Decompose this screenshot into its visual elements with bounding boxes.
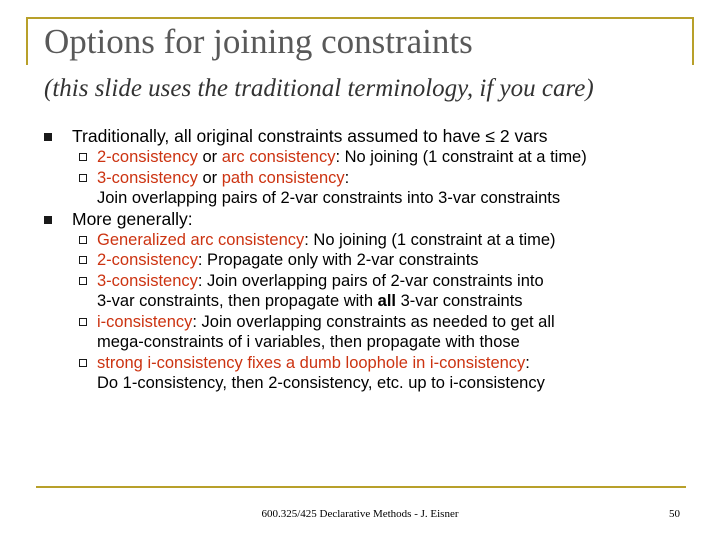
hollow-square-bullet-icon — [79, 359, 87, 367]
title-frame-right — [692, 17, 694, 65]
footer-credit: 600.325/425 Declarative Methods - J. Eisner — [261, 508, 459, 520]
highlight-term: arc consistency — [221, 148, 336, 166]
sub-text: 3-var constraints — [396, 292, 523, 310]
title-frame-left — [26, 17, 28, 65]
bullet-traditionally — [44, 126, 704, 147]
highlight-term: 3-consistency — [97, 271, 198, 290]
sub-text: 3-var constraints, then propagate with — [97, 292, 378, 310]
square-bullet-icon — [44, 216, 52, 224]
slide-title: Options for joining constraints — [44, 22, 473, 61]
bullet-text: More generally: — [72, 208, 193, 229]
title-frame-top — [26, 17, 694, 19]
sub-text: : No joining (1 constraint at a time) — [335, 148, 587, 166]
slide-subtitle: (this slide uses the traditional terminology, if you care) — [44, 75, 594, 102]
hollow-square-bullet-icon — [79, 277, 87, 285]
sub-text: : Join overlapping constraints as needed to get all — [192, 312, 555, 331]
highlight-term: i-consistency — [97, 312, 193, 331]
sub-text: : — [525, 353, 530, 372]
sub-bullet — [44, 312, 704, 333]
bullet-more-generally — [44, 209, 704, 230]
sub-bullet — [44, 353, 704, 374]
hollow-square-bullet-icon — [79, 236, 87, 244]
sub-bullet-continuation: mega-constraints of i variables, then propagate with those — [97, 333, 520, 351]
sub-bullet — [44, 168, 704, 189]
sub-text: : Join overlapping pairs of 2-var constraints into — [197, 271, 544, 290]
footer-rule — [36, 486, 686, 488]
sub-bullet-continuation: Do 1-consistency, then 2-consistency, etc. up to i-consistency — [97, 374, 545, 392]
hollow-square-bullet-icon — [79, 318, 87, 326]
sub-bullet — [44, 230, 704, 251]
sub-text: or — [197, 148, 222, 166]
highlight-term: path consistency — [221, 168, 345, 187]
sub-bullet-continuation — [44, 291, 704, 312]
sub-bullet — [44, 250, 704, 271]
sub-text: : Propagate only with 2-var constraints — [197, 251, 479, 269]
sub-text: or — [197, 168, 222, 187]
sub-bullet — [44, 147, 704, 168]
hollow-square-bullet-icon — [79, 153, 87, 161]
highlight-term: Generalized arc consistency — [97, 230, 305, 249]
highlight-term: 3-consistency — [97, 168, 198, 187]
hollow-square-bullet-icon — [79, 256, 87, 264]
sub-text: : No joining (1 constraint at a time) — [304, 230, 556, 249]
sub-bullet — [44, 271, 704, 292]
highlight-term: 2-consistency — [97, 148, 198, 166]
hollow-square-bullet-icon — [79, 174, 87, 182]
sub-text: : — [344, 168, 350, 187]
slide-body — [44, 126, 704, 394]
bullet-text: Traditionally, all original constraints assumed to have ≤ 2 vars — [72, 126, 548, 146]
highlight-term: 2-consistency — [97, 251, 198, 269]
sub-bullet-continuation: Join overlapping pairs of 2-var constraints into 3-var constraints — [97, 189, 561, 207]
emphasis-text: all — [377, 292, 397, 310]
square-bullet-icon — [44, 133, 52, 141]
highlight-term: strong i-consistency fixes a dumb loophole in i-consistency — [97, 353, 526, 372]
page-number: 50 — [669, 508, 680, 520]
